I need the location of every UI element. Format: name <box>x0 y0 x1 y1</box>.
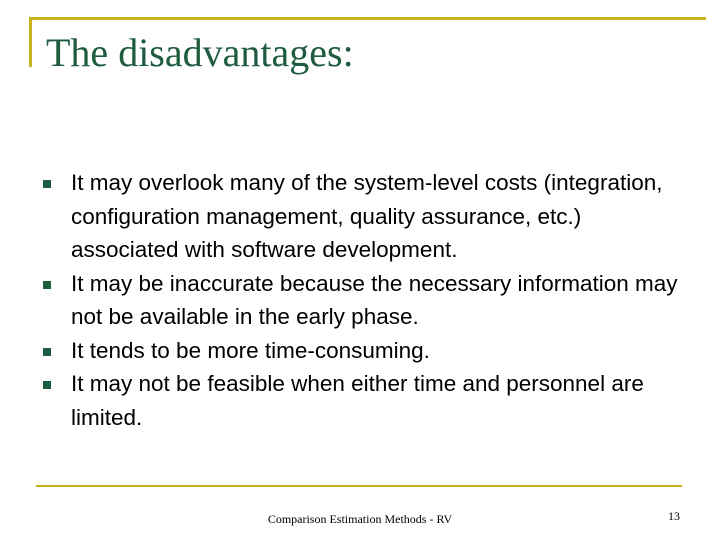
slide-number: 13 <box>668 509 680 523</box>
square-bullet-icon <box>43 348 51 356</box>
slide-title: The disadvantages: <box>46 30 354 75</box>
bullet-text: It may be inaccurate because the necessary information may not be available in the early phase. <box>71 270 678 329</box>
bullet-item <box>40 166 680 267</box>
square-bullet-icon <box>43 381 51 389</box>
bullet-text: It may overlook many of the system-level costs (integration, configuration management, quality assurance, etc.) associated with software development. <box>71 170 663 262</box>
footer-text: Comparison Estimation Methods - RV <box>267 512 453 526</box>
bullet-text: It tends to be more time-consuming. <box>71 337 430 363</box>
bullet-item <box>40 267 680 334</box>
bullet-item <box>40 367 680 434</box>
bullet-text: It may not be feasible when either time and personnel are limited. <box>71 371 644 430</box>
title-top-rule <box>29 17 706 20</box>
title-left-rule <box>29 17 32 67</box>
footer-rule <box>36 485 682 487</box>
bullet-item <box>40 334 680 368</box>
bullet-list <box>40 166 680 434</box>
square-bullet-icon <box>43 180 51 188</box>
square-bullet-icon <box>43 281 51 289</box>
